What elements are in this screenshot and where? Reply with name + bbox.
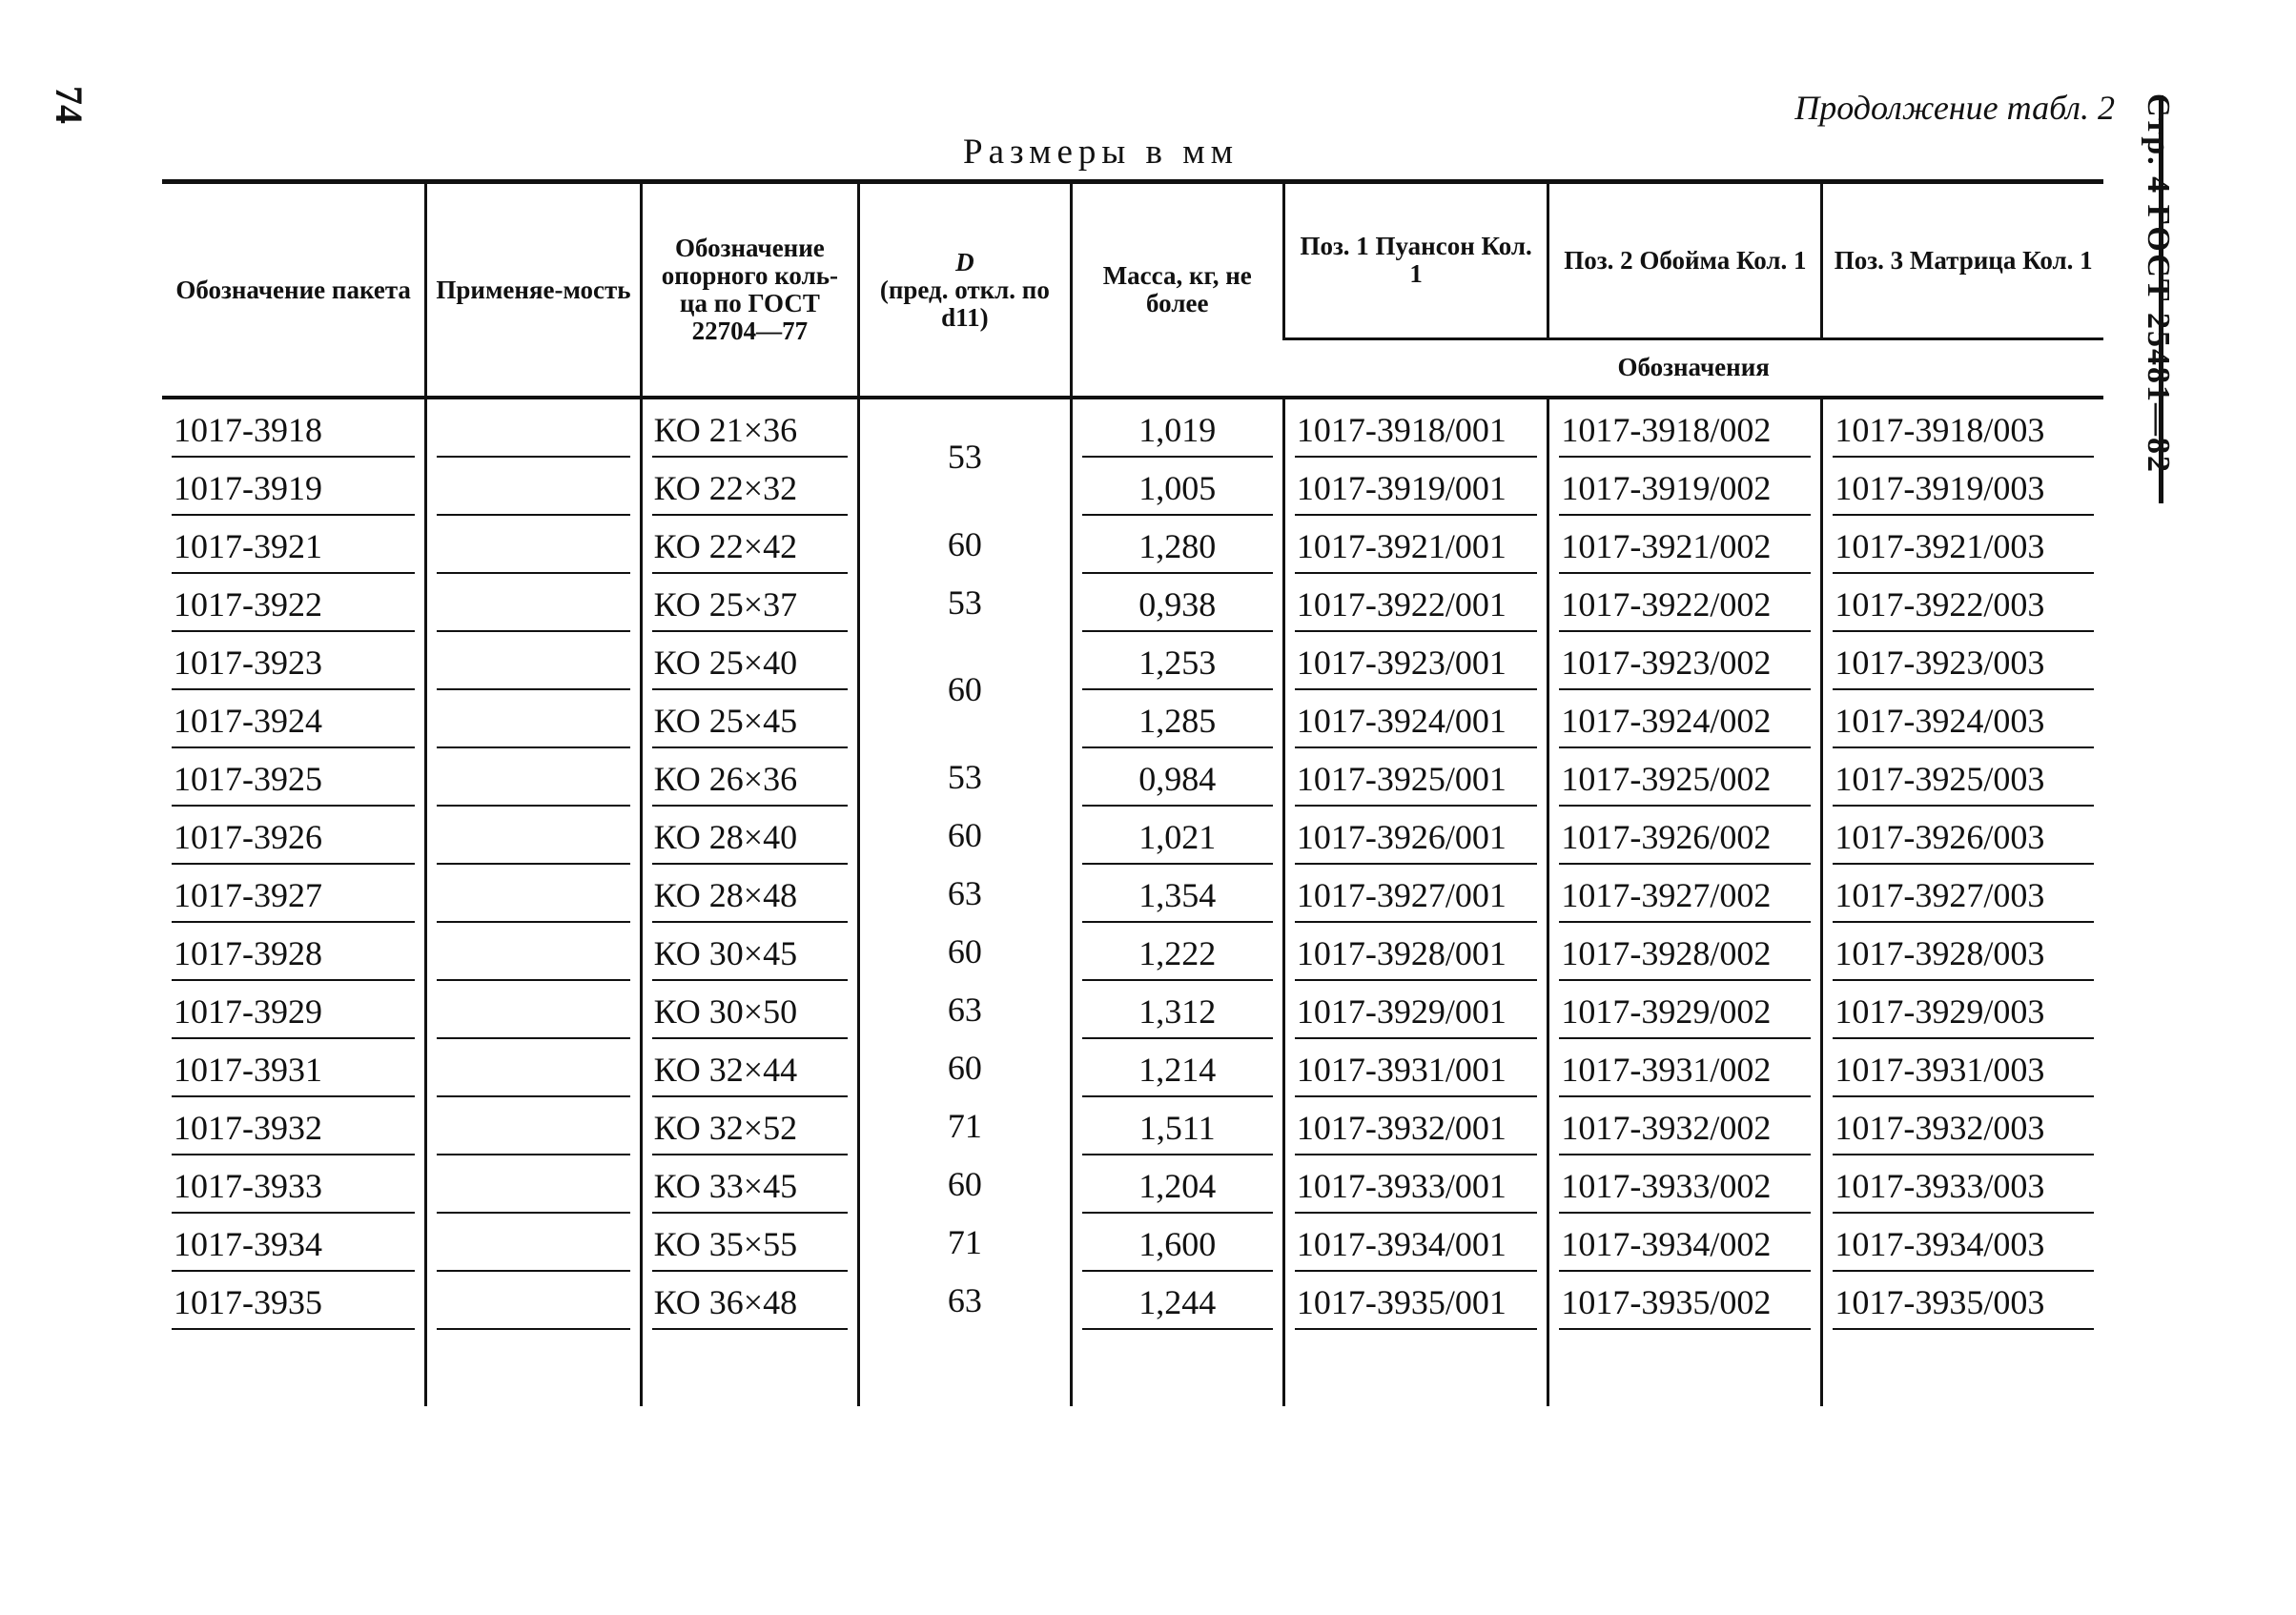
cell-applicability-text	[437, 1278, 629, 1330]
table-body	[162, 398, 2103, 1406]
cell-applicability	[426, 1097, 641, 1155]
cell-applicability	[426, 981, 641, 1039]
cell-diameter	[859, 865, 1071, 923]
cell-pos2-text: 1017-3927/002	[1559, 871, 1811, 923]
cell-mass	[1071, 748, 1283, 807]
cell-mass-text: 1,312	[1082, 988, 1273, 1039]
cell-applicability-text	[437, 930, 629, 981]
cell-applicability-text	[437, 1046, 629, 1097]
cell-mass-text: 1,204	[1082, 1162, 1273, 1214]
cell-pos1-text: 1017-3922/001	[1295, 581, 1537, 632]
cell-pos3	[1822, 1272, 2103, 1330]
cell-pos1-text: 1017-3935/001	[1295, 1278, 1537, 1330]
spacer-cell	[162, 1330, 426, 1406]
cell-diameter	[859, 1272, 1071, 1330]
spacer-cell	[426, 1330, 641, 1406]
cell-diameter	[859, 748, 1071, 807]
cell-applicability-text	[437, 988, 629, 1039]
cell-mass	[1071, 458, 1283, 516]
cell-ring-text: КО 26×36	[652, 755, 848, 807]
cell-package	[162, 865, 426, 923]
cell-pos3-text: 1017-3926/003	[1833, 813, 2094, 865]
cell-applicability	[426, 574, 641, 632]
cell-mass	[1071, 690, 1283, 748]
cell-pos2	[1548, 632, 1822, 690]
cell-diameter-text: 60	[947, 931, 982, 971]
cell-pos3-text: 1017-3925/003	[1833, 755, 2094, 807]
cell-mass	[1071, 1097, 1283, 1155]
cell-applicability	[426, 748, 641, 807]
cell-diameter-text: 60	[947, 1164, 982, 1203]
cell-ring	[641, 1155, 858, 1214]
cell-ring-text: КО 25×45	[652, 697, 848, 748]
cell-applicability-text	[437, 755, 629, 807]
cell-diameter	[859, 516, 1071, 574]
cell-pos1	[1283, 516, 1548, 574]
cell-pos3-text: 1017-3934/003	[1833, 1220, 2094, 1272]
cell-pos1-text: 1017-3919/001	[1295, 464, 1537, 516]
cell-diameter-text: 63	[947, 1280, 982, 1319]
cell-pos3	[1822, 516, 2103, 574]
cell-pos3-text: 1017-3923/003	[1833, 639, 2094, 690]
cell-ring	[641, 1039, 858, 1097]
cell-diameter-text: 53	[947, 583, 982, 622]
cell-diameter	[859, 1214, 1071, 1272]
cell-pos3	[1822, 748, 2103, 807]
cell-mass-text: 1,019	[1082, 406, 1273, 458]
cell-pos2	[1548, 398, 1822, 458]
table-row	[162, 1272, 2103, 1330]
cell-pos3	[1822, 574, 2103, 632]
cell-diameter-text: 63	[947, 990, 982, 1029]
cell-pos1-text: 1017-3931/001	[1295, 1046, 1537, 1097]
cell-diameter	[859, 1097, 1071, 1155]
cell-package-text: 1017-3934	[172, 1220, 415, 1272]
cell-pos2	[1548, 1214, 1822, 1272]
cell-pos2-text: 1017-3925/002	[1559, 755, 1811, 807]
table-row	[162, 865, 2103, 923]
cell-package	[162, 1214, 426, 1272]
cell-pos1-text: 1017-3927/001	[1295, 871, 1537, 923]
cell-mass	[1071, 398, 1283, 458]
cell-pos2	[1548, 1155, 1822, 1214]
cell-pos1-text: 1017-3928/001	[1295, 930, 1537, 981]
cell-diameter-text: 53	[947, 438, 982, 476]
cell-pos2-text: 1017-3921/002	[1559, 522, 1811, 574]
cell-package-text: 1017-3932	[172, 1104, 415, 1155]
cell-package	[162, 398, 426, 458]
cell-ring-text: КО 35×55	[652, 1220, 848, 1272]
header-diameter-note: (пред. откл. по d11)	[879, 275, 1050, 332]
cell-mass	[1071, 865, 1283, 923]
cell-applicability	[426, 632, 641, 690]
table-row	[162, 1214, 2103, 1272]
cell-ring	[641, 1097, 858, 1155]
spacer-cell	[1548, 1330, 1822, 1406]
cell-applicability-text	[437, 871, 629, 923]
cell-ring-text: КО 30×50	[652, 988, 848, 1039]
cell-applicability	[426, 458, 641, 516]
cell-applicability-text	[437, 1104, 629, 1155]
cell-pos2-text: 1017-3922/002	[1559, 581, 1811, 632]
cell-pos3-text: 1017-3921/003	[1833, 522, 2094, 574]
cell-package-text: 1017-3921	[172, 522, 415, 574]
cell-mass	[1071, 923, 1283, 981]
cell-pos2-text: 1017-3931/002	[1559, 1046, 1811, 1097]
cell-package-text: 1017-3933	[172, 1162, 415, 1214]
cell-pos3-text: 1017-3931/003	[1833, 1046, 2094, 1097]
cell-pos3-text: 1017-3919/003	[1833, 464, 2094, 516]
cell-pos2-text: 1017-3929/002	[1559, 988, 1811, 1039]
table-row	[162, 1097, 2103, 1155]
table-row	[162, 632, 2103, 690]
cell-diameter	[859, 923, 1071, 981]
cell-pos3-text: 1017-3927/003	[1833, 871, 2094, 923]
cell-mass	[1071, 1039, 1283, 1097]
cell-pos3	[1822, 690, 2103, 748]
cell-diameter-text: 60	[947, 524, 982, 563]
cell-package	[162, 632, 426, 690]
cell-pos1	[1283, 865, 1548, 923]
cell-applicability-text	[437, 464, 629, 516]
cell-pos2	[1548, 1272, 1822, 1330]
cell-pos1-text: 1017-3921/001	[1295, 522, 1537, 574]
table-row	[162, 398, 2103, 458]
cell-pos2	[1548, 807, 1822, 865]
cell-pos3	[1822, 1039, 2103, 1097]
cell-mass-text: 1,214	[1082, 1046, 1273, 1097]
cell-mass	[1071, 574, 1283, 632]
spacer-cell	[1283, 1330, 1548, 1406]
header-package: Обозначение пакета	[162, 182, 426, 399]
cell-mass-text: 1,354	[1082, 871, 1273, 923]
cell-applicability-text	[437, 406, 629, 458]
cell-pos3	[1822, 458, 2103, 516]
cell-pos2-text: 1017-3919/002	[1559, 464, 1811, 516]
cell-pos1	[1283, 1272, 1548, 1330]
table-caption: Размеры в мм	[963, 133, 1240, 172]
cell-ring	[641, 458, 858, 516]
cell-diameter	[859, 574, 1071, 632]
cell-pos3	[1822, 865, 2103, 923]
cell-ring	[641, 398, 858, 458]
cell-applicability-text	[437, 1162, 629, 1214]
cell-applicability	[426, 516, 641, 574]
cell-package-text: 1017-3928	[172, 930, 415, 981]
cell-pos2	[1548, 458, 1822, 516]
cell-pos2-text: 1017-3926/002	[1559, 813, 1811, 865]
cell-ring	[641, 1214, 858, 1272]
cell-applicability-text	[437, 1220, 629, 1272]
cell-package	[162, 981, 426, 1039]
cell-diameter-text: 63	[947, 873, 982, 912]
cell-pos1-text: 1017-3933/001	[1295, 1162, 1537, 1214]
cell-package-text: 1017-3931	[172, 1046, 415, 1097]
cell-pos3	[1822, 923, 2103, 981]
cell-package	[162, 516, 426, 574]
cell-pos3-text: 1017-3935/003	[1833, 1278, 2094, 1330]
cell-package	[162, 807, 426, 865]
cell-mass-text: 1,511	[1082, 1104, 1273, 1155]
header-pos1: Поз. 1 Пуансон Кол. 1	[1283, 182, 1548, 339]
cell-package-text: 1017-3918	[172, 406, 415, 458]
cell-ring-text: КО 25×37	[652, 581, 848, 632]
cell-package	[162, 458, 426, 516]
cell-package-text: 1017-3925	[172, 755, 415, 807]
cell-diameter-text: 60	[947, 815, 982, 854]
cell-ring	[641, 632, 858, 690]
cell-applicability-text	[437, 813, 629, 865]
cell-pos3-text: 1017-3924/003	[1833, 697, 2094, 748]
cell-ring-text: КО 32×44	[652, 1046, 848, 1097]
cell-pos2-text: 1017-3923/002	[1559, 639, 1811, 690]
cell-package	[162, 923, 426, 981]
cell-ring	[641, 690, 858, 748]
cell-ring-text: КО 30×45	[652, 930, 848, 981]
cell-pos2	[1548, 1039, 1822, 1097]
cell-package-text: 1017-3924	[172, 697, 415, 748]
cell-pos2	[1548, 981, 1822, 1039]
cell-package-text: 1017-3926	[172, 813, 415, 865]
cell-package-text: 1017-3927	[172, 871, 415, 923]
cell-pos3	[1822, 398, 2103, 458]
cell-pos1	[1283, 1039, 1548, 1097]
spacer-cell	[859, 1330, 1071, 1406]
cell-pos1	[1283, 981, 1548, 1039]
cell-pos3	[1822, 1214, 2103, 1272]
parts-table	[162, 179, 2103, 1406]
header-ring: Обозначение опорного коль-ца по ГОСТ 22704—77	[641, 182, 858, 399]
cell-pos2	[1548, 516, 1822, 574]
cell-mass-text: 1,280	[1082, 522, 1273, 574]
cell-pos1	[1283, 1097, 1548, 1155]
cell-pos1-text: 1017-3926/001	[1295, 813, 1537, 865]
cell-applicability	[426, 807, 641, 865]
cell-pos3	[1822, 1155, 2103, 1214]
cell-ring-text: КО 28×40	[652, 813, 848, 865]
cell-pos2-text: 1017-3928/002	[1559, 930, 1811, 981]
cell-applicability	[426, 1272, 641, 1330]
header-mass: Масса, кг, не более	[1071, 182, 1283, 399]
cell-pos2	[1548, 1097, 1822, 1155]
cell-pos2	[1548, 923, 1822, 981]
cell-package	[162, 1155, 426, 1214]
cell-ring	[641, 574, 858, 632]
cell-diameter	[859, 807, 1071, 865]
cell-applicability	[426, 1155, 641, 1214]
cell-mass-text: 0,984	[1082, 755, 1273, 807]
cell-pos1-text: 1017-3923/001	[1295, 639, 1537, 690]
cell-applicability	[426, 865, 641, 923]
cell-ring-text: КО 22×32	[652, 464, 848, 516]
cell-package-text: 1017-3922	[172, 581, 415, 632]
cell-package	[162, 748, 426, 807]
table-row	[162, 748, 2103, 807]
cell-mass-text: 1,285	[1082, 697, 1273, 748]
header-pos3: Поз. 3 Матрица Кол. 1	[1822, 182, 2103, 339]
cell-pos2-text: 1017-3918/002	[1559, 406, 1811, 458]
cell-pos2	[1548, 865, 1822, 923]
cell-pos1	[1283, 1155, 1548, 1214]
cell-package	[162, 1039, 426, 1097]
cell-mass	[1071, 1272, 1283, 1330]
cell-pos1	[1283, 398, 1548, 458]
table-row	[162, 981, 2103, 1039]
cell-mass-text: 1,244	[1082, 1278, 1273, 1330]
cell-pos1-text: 1017-3932/001	[1295, 1104, 1537, 1155]
cell-mass	[1071, 807, 1283, 865]
cell-package-text: 1017-3929	[172, 988, 415, 1039]
header-diameter-symbol: D	[955, 247, 974, 276]
cell-diameter	[859, 1039, 1071, 1097]
cell-pos1-text: 1017-3929/001	[1295, 988, 1537, 1039]
cell-mass	[1071, 1155, 1283, 1214]
table-row	[162, 1155, 2103, 1214]
running-header: Стр. 4 ГОСТ 25481—82	[2141, 93, 2176, 475]
page-number: 74	[48, 86, 91, 124]
spacer-cell	[641, 1330, 858, 1406]
cell-pos1-text: 1017-3924/001	[1295, 697, 1537, 748]
cell-diameter	[859, 981, 1071, 1039]
cell-package	[162, 690, 426, 748]
cell-package	[162, 574, 426, 632]
cell-ring	[641, 748, 858, 807]
cell-pos2-text: 1017-3935/002	[1559, 1278, 1811, 1330]
cell-applicability-text	[437, 522, 629, 574]
spacer-cell	[1071, 1330, 1283, 1406]
cell-applicability-text	[437, 697, 629, 748]
cell-pos3	[1822, 981, 2103, 1039]
cell-package-text: 1017-3923	[172, 639, 415, 690]
cell-diameter-text: 71	[947, 1106, 982, 1145]
cell-pos3-text: 1017-3929/003	[1833, 988, 2094, 1039]
table-row	[162, 458, 2103, 516]
table-row	[162, 923, 2103, 981]
cell-pos1	[1283, 574, 1548, 632]
cell-ring	[641, 981, 858, 1039]
cell-mass	[1071, 632, 1283, 690]
table-row	[162, 516, 2103, 574]
cell-pos3-text: 1017-3922/003	[1833, 581, 2094, 632]
cell-pos3	[1822, 632, 2103, 690]
cell-mass-text: 1,222	[1082, 930, 1273, 981]
spacer-cell	[1822, 1330, 2103, 1406]
cell-applicability-text	[437, 581, 629, 632]
cell-pos2	[1548, 748, 1822, 807]
header-diameter	[859, 182, 1071, 399]
cell-pos1-text: 1017-3918/001	[1295, 406, 1537, 458]
cell-pos2	[1548, 690, 1822, 748]
cell-ring-text: КО 22×42	[652, 522, 848, 574]
cell-diameter-text: 71	[947, 1222, 982, 1261]
cell-mass	[1071, 516, 1283, 574]
cell-pos3-text: 1017-3918/003	[1833, 406, 2094, 458]
cell-pos1	[1283, 1214, 1548, 1272]
cell-ring-text: КО 28×48	[652, 871, 848, 923]
cell-applicability-text	[437, 639, 629, 690]
header-applicability: Применяе-мость	[426, 182, 641, 399]
cell-ring-text: КО 25×40	[652, 639, 848, 690]
cell-pos2	[1548, 574, 1822, 632]
cell-pos3-text: 1017-3928/003	[1833, 930, 2094, 981]
cell-pos1	[1283, 632, 1548, 690]
cell-package	[162, 1272, 426, 1330]
table-row	[162, 574, 2103, 632]
cell-pos1	[1283, 923, 1548, 981]
cell-package	[162, 1097, 426, 1155]
cell-ring-text: КО 21×36	[652, 406, 848, 458]
cell-package-text: 1017-3919	[172, 464, 415, 516]
cell-diameter-text: 60	[947, 670, 982, 708]
header-pos2: Поз. 2 Обойма Кол. 1	[1548, 182, 1822, 339]
cell-ring	[641, 807, 858, 865]
cell-pos1	[1283, 807, 1548, 865]
table-spacer-row	[162, 1330, 2103, 1406]
header-designations: Обозначения	[1283, 338, 2103, 398]
cell-ring	[641, 1272, 858, 1330]
cell-pos1-text: 1017-3934/001	[1295, 1220, 1537, 1272]
cell-pos2-text: 1017-3934/002	[1559, 1220, 1811, 1272]
cell-pos1-text: 1017-3925/001	[1295, 755, 1537, 807]
cell-pos1	[1283, 690, 1548, 748]
cell-applicability	[426, 398, 641, 458]
cell-diameter-text: 53	[947, 757, 982, 796]
table-continuation-label: Продолжение табл. 2	[1794, 89, 2115, 127]
cell-pos1	[1283, 748, 1548, 807]
cell-applicability	[426, 690, 641, 748]
cell-diameter	[859, 632, 1071, 748]
cell-mass-text: 1,600	[1082, 1220, 1273, 1272]
cell-package-text: 1017-3935	[172, 1278, 415, 1330]
cell-pos3-text: 1017-3933/003	[1833, 1162, 2094, 1214]
cell-ring-text: КО 33×45	[652, 1162, 848, 1214]
cell-diameter	[859, 398, 1071, 516]
cell-mass-text: 1,005	[1082, 464, 1273, 516]
cell-ring	[641, 516, 858, 574]
table-row	[162, 807, 2103, 865]
cell-mass	[1071, 1214, 1283, 1272]
cell-mass	[1071, 981, 1283, 1039]
cell-ring-text: КО 32×52	[652, 1104, 848, 1155]
cell-pos2-text: 1017-3933/002	[1559, 1162, 1811, 1214]
cell-mass-text: 1,021	[1082, 813, 1273, 865]
cell-mass-text: 1,253	[1082, 639, 1273, 690]
cell-diameter	[859, 1155, 1071, 1214]
cell-applicability	[426, 1039, 641, 1097]
cell-pos2-text: 1017-3924/002	[1559, 697, 1811, 748]
cell-ring-text: КО 36×48	[652, 1278, 848, 1330]
cell-applicability	[426, 923, 641, 981]
cell-ring	[641, 923, 858, 981]
cell-pos3	[1822, 807, 2103, 865]
cell-mass-text: 0,938	[1082, 581, 1273, 632]
cell-applicability	[426, 1214, 641, 1272]
cell-diameter-text: 60	[947, 1048, 982, 1087]
table-row	[162, 690, 2103, 748]
table-row	[162, 1039, 2103, 1097]
cell-pos3-text: 1017-3932/003	[1833, 1104, 2094, 1155]
cell-pos1	[1283, 458, 1548, 516]
cell-pos2-text: 1017-3932/002	[1559, 1104, 1811, 1155]
cell-pos3	[1822, 1097, 2103, 1155]
cell-ring	[641, 865, 858, 923]
